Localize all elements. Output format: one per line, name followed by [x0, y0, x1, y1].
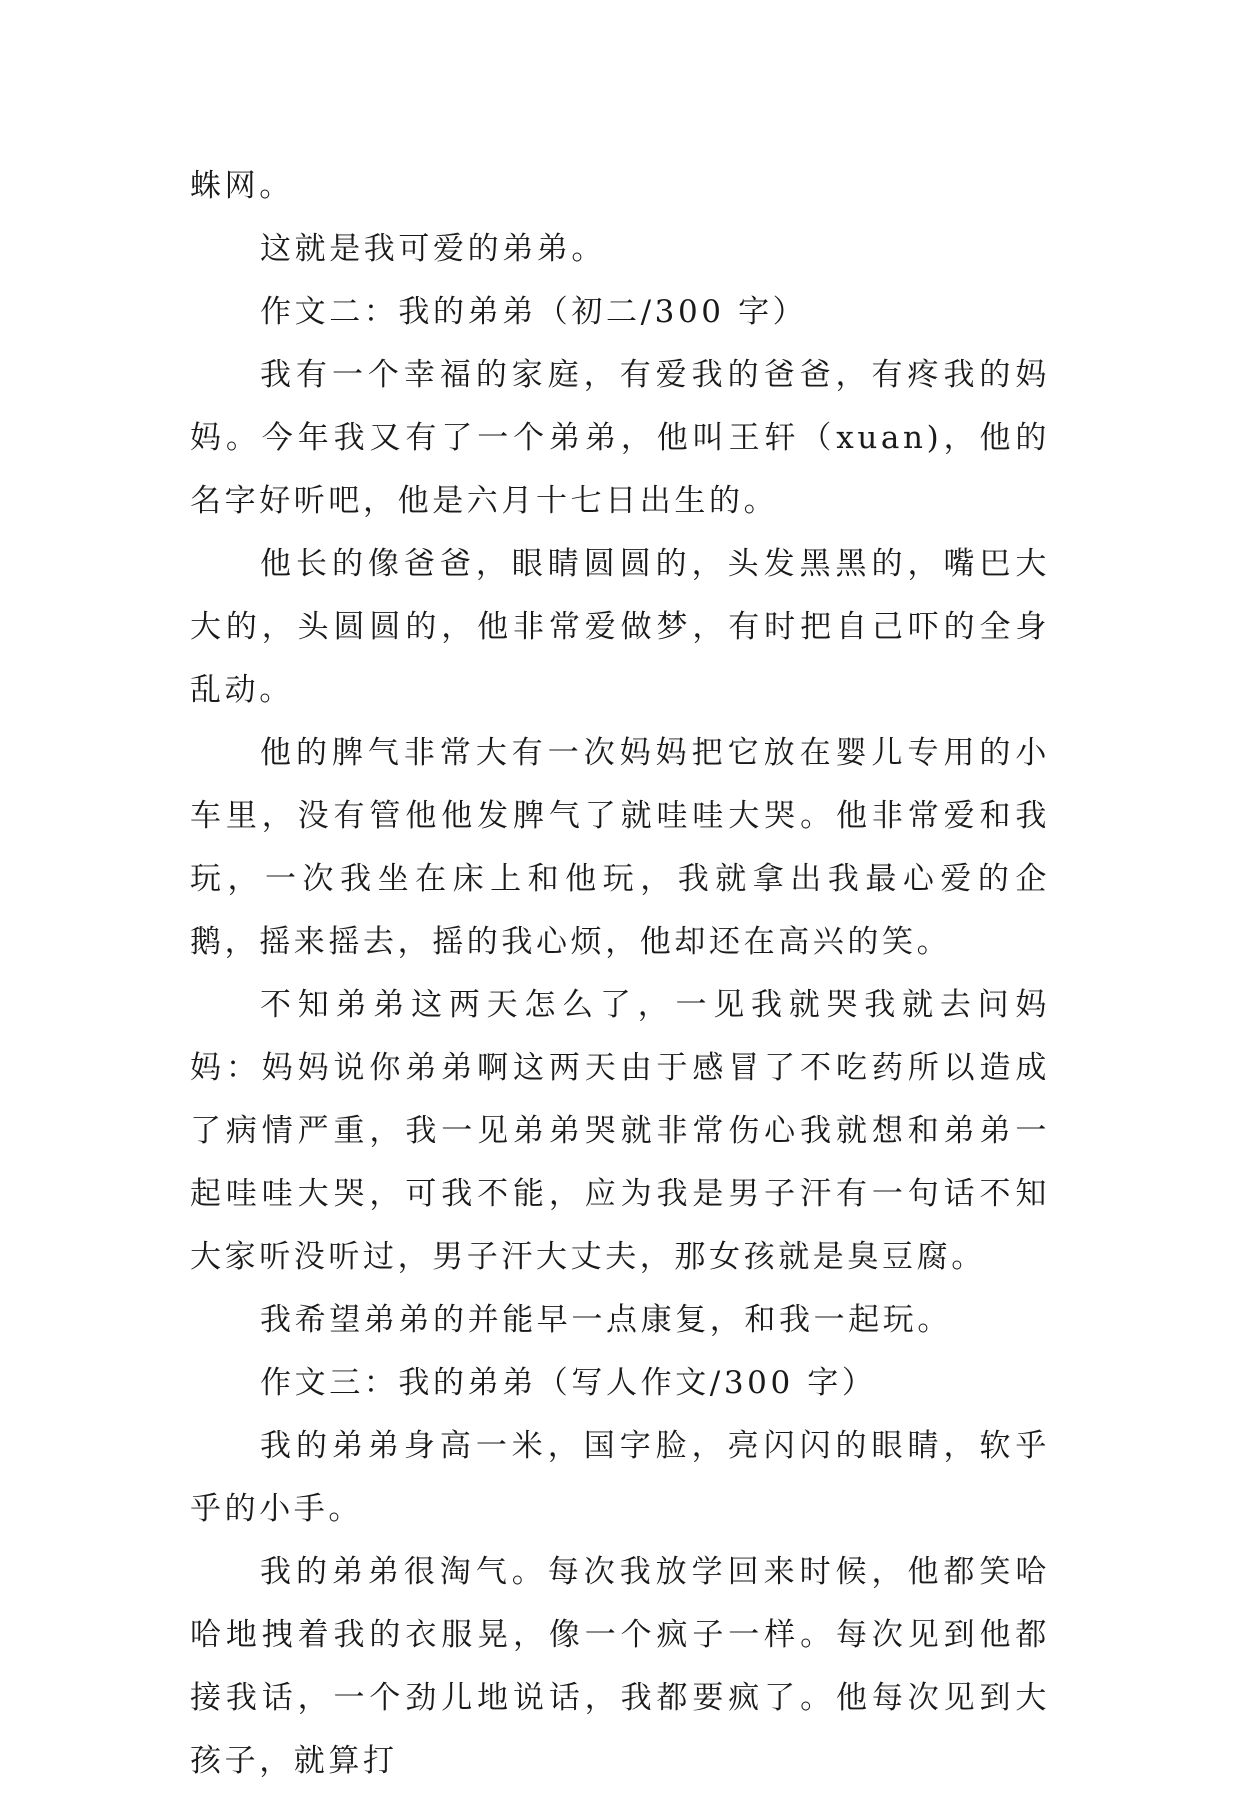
paragraph: 我希望弟弟的并能早一点康复，和我一起玩。 — [260, 1302, 952, 1338]
paragraph: 我的弟弟身高一米，国字脸，亮闪闪的眼睛，软乎乎的小手。 — [190, 1428, 1050, 1527]
paragraph: 我有一个幸福的家庭，有爱我的爸爸，有疼我的妈妈。今年我又有了一个弟弟，他叫王轩（xuan)，他的名字好听吧，他是六月十七日出生的。 — [190, 357, 1050, 519]
paragraph: 这就是我可爱的弟弟。 — [260, 231, 606, 267]
section-heading: 作文二：我的弟弟（初二/300 字） — [260, 294, 808, 330]
paragraph: 他的脾气非常大有一次妈妈把它放在婴儿专用的小车里，没有管他他发脾气了就哇哇大哭。他非常爱和我玩，一次我坐在床上和他玩，我就拿出我最心爱的企鹅，摇来摇去，摇的我心烦，他却还在高兴的笑。 — [190, 735, 1050, 960]
paragraph: 他长的像爸爸，眼睛圆圆的，头发黑黑的，嘴巴大大的，头圆圆的，他非常爱做梦，有时把自己吓的全身乱动。 — [190, 546, 1050, 708]
paragraph: 我的弟弟很淘气。每次我放学回来时候，他都笑哈哈地拽着我的衣服晃，像一个疯子一样。每次见到他都接我话，一个劲儿地说话，我都要疯了。他每次见到大孩子，就算打 — [190, 1554, 1050, 1779]
paragraph: 不知弟弟这两天怎么了，一见我就哭我就去问妈妈：妈妈说你弟弟啊这两天由于感冒了不吃药所以造成了病情严重，我一见弟弟哭就非常伤心我就想和弟弟一起哇哇大哭，可我不能，应为我是男子汗有一句话不知大家听没听过，男子汗大丈夫，那女孩就是臭豆腐。 — [190, 987, 1050, 1275]
paragraph: 蛛网。 — [190, 168, 294, 204]
document-body — [190, 155, 1050, 1793]
section-heading: 作文三：我的弟弟（写人作文/300 字） — [260, 1365, 877, 1401]
